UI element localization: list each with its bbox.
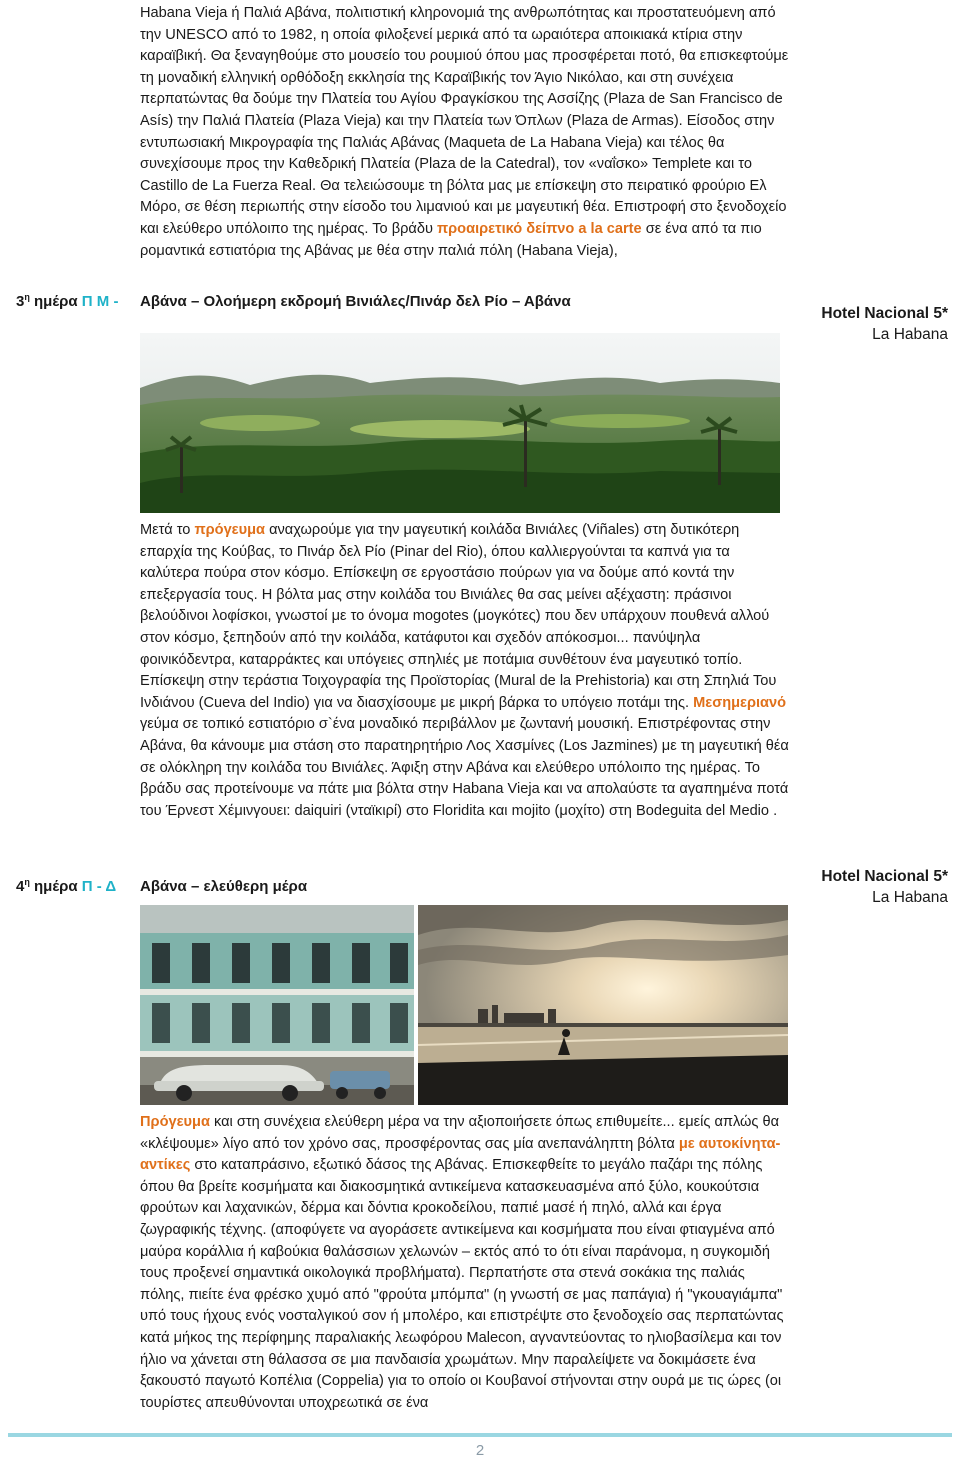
page-number: 2 bbox=[475, 1442, 485, 1459]
day4-header bbox=[16, 877, 307, 895]
day4-paragraph: Πρόγευμα και στη συνέχεια ελεύθερη μέρα να την αξιοποιήσετε όπως επιθυμείτε... εμείς απλώς θα «κλέψουμε» λίγο από τον χρόνο σας, προσφέροντας σας μία ανεπανάληπτη βόλτα με αυτοκίνητα-αντίκες στο καταπράσινο, εξωτικό δάσος της Αβάνας. Επισκεφθείτε το μεγάλο παζάρι της πόλης όπου θα βρείτε κοσμήματα και διακοσμητικά αντικείμενα κατασκευασμένα από ξύλο, κουκούτσια φρούτων και λαχανικών, δέρμα και δόντια κροκοδείλου, παπιέ μασέ ή πηλό, αλλά και έργα ζωγραφικής τέχνης. (αποφύγετε να αγοράσετε αντικείμενα και κοσμήματα που είναι φτιαγμένα από μαύρα κοράλλια ή καβούκια θαλάσσιων χελωνών – εκτός από το ότι είναι παράνομα, η συγκομιδή τους προξενεί σημαντικά οικολογικά προβλήματα). Περπατήστε στα στενά σοκάκια της παλιάς πόλης, πιείτε ένα φρέσκο χυμό από "φρούτα μπόμπα" (η γνωστή σε μας παπάγια) ή "γκουαγιάμπα" υπό τους ήχους ενός νοσταλγικού σον ή μπολέρο, και επιστρέψτε στο ξενοδοχείο σας περπατώντας κατά μήκος της περίφημης παραλιακής λεωφόρου Malecon, αγναντεύοντας το ηλιοβασίλεμα και τον ήλιο να χάνεται στη θάλασσα σε μια πανδαισία χρωμάτων. Μην παραλείψετε να δοκιμάσετε ένα ξακουστό παγωτό Κοπέλια (Coppelia) για το οποίο οι Κουβανοί στήνονται στην ουρά με τις ώρες (οι τουρίστες απευθύνονται υποχρεωτικά σε ένα bbox=[140, 1114, 784, 1411]
lunch-highlight: Μεσημεριανό bbox=[693, 694, 787, 711]
day4-hotel-name: Hotel Nacional 5* bbox=[821, 868, 948, 885]
breakfast-highlight: πρόγευμα bbox=[194, 522, 266, 538]
intro-text: Habana Vieja ή Παλιά Αβάνα, πολιτιστική κληρονομιά της ανθρωπότητας και προστατευόμενη από την UNESCO από το 1982, η οποία φιλοξενεί μερικά από τα ωραιότερα αποικιακά κτίρια στην καραϊβική. Θα ξεναγηθούμε στο μουσείο του ρουμιού όπου μας προσφέρεται ποτό, θα επισκεφτούμε τη μοναδική ελληνική ορθόδοξη εκκλησία της Καραϊβικής τον Άγιο Νικόλαο, και στη συνέχεια περπατώντας θα δούμε την Πλατεία του Αγίου Φραγκίσκου της Ασσίζης (Plaza de San Francisco de Asís) την Παλιά Πλατεία (Plaza Vieja) και την Πλατεία των Όπλων (Plaza de Armas). Είσοδος στην εντυπωσιακή Μικρογραφία της Παλιάς Αβάνας (Maqueta de La Habana Vieja) και τέλος θα συνεχίσουμε προς την Καθεδρική Πλατεία (Plaza de la Catedral), τον «ναΐσκο» Templete και το Castillo de La Fuerza Real. Θα τελειώσουμε τη βόλτα μας με επίσκεψη στο πειρατικό φρούριο Ελ Μόρο, σε θέση περιωπής στην είσοδο του λιμανιού και με μαγευτική θέα. Επιστροφή στο ξενοδοχείο και ελεύθερο υπόλοιπο της ημέρας. Το βράδυ bbox=[140, 5, 789, 237]
breakfast-highlight: Πρόγευμα bbox=[140, 1114, 210, 1130]
footer-divider bbox=[8, 1433, 952, 1437]
day3-paragraph: Μετά το πρόγευμα αναχωρούμε για την μαγευτική κοιλάδα Βινιάλες (Viñales) στη δυτικότερη επαρχία της Κούβας, το Πινάρ δελ Ρίο (Pinar del Rio), όπου καλλιεργούνται τα καπνά για τα καλύτερα πούρα στον κόσμο. Επίσκεψη σε εργοστάσιο πούρων για να δούμε από κοντά την επεξεργασία τους. Η βόλτα μας στην κοιλάδα του Βινιάλες θα σας μείνει αξέχαστη: πράσινοι βελούδινοι λοφίσκοι, γνωστοί με το όνομα mogotes (μογκότες) που δεν υπάρχουν πουθενά αλλού στον κόσμο, ξεπηδούν από την κοιλάδα, κατάφυτοι και σχεδόν απόκοσμοι... πανύψηλα φοινικόδεντρα, καταρράκτες και υπόγειες σπηλιές με ποτάμια συνθέτουν ένα μαγευτικό τοπίο. Επίσκεψη στην τεράστια Τοιχογραφία της Προϊστορίας (Mural de la Prehistoria) και στη Σπηλιά Του Ινδιάνου (Cueva del Indio) για να διασχίσουμε με μικρή βάρκα το υπόγειο ποτάμι της. Μεσημεριανό γεύμα σε τοπικό εστιατόριο σ`ένα μοναδικό περιβάλλον με ζωντανή μουσική. Επιστρέφοντας στην Αβάνα, θα κάνουμε μια στάση στο παρατηρητήριο Λος Χασμίνες (Los Jazmines) με τη μαγευτική θέα σε ολόκληρη την κοιλάδα του Βινιάλες. Άφιξη στην Αβάνα και ελεύθερο υπόλοιπο της ημέρας. Το βράδυ σας προτείνουμε να πάτε μια βόλτα στην Habana Vieja και να απολαύστε τα αγαπημένα ποτά του Έρνεστ Χέμινγουει: daiquiri (νταϊκιρί) στο Floridita και mojito (μοχίτο) στη Bodeguita del Medio . bbox=[140, 522, 789, 819]
intro-paragraph bbox=[140, 3, 790, 262]
malecon-sunset-photo bbox=[418, 905, 788, 1105]
day3-title: Αβάνα – Ολοήμερη εκδρομή Βινιάλες/Πινάρ δελ Ρίο – Αβάνα bbox=[140, 293, 571, 310]
day4-label: $4^\eta$ ημέρα Π - Δ bbox=[16, 877, 117, 895]
havana-street-photo bbox=[140, 905, 414, 1105]
day4-title: Αβάνα – ελεύθερη μέρα bbox=[140, 878, 308, 895]
day4-meals: Π - Δ bbox=[81, 878, 117, 895]
day3-hotel-city: La Habana bbox=[872, 326, 948, 343]
vinales-valley-photo bbox=[140, 333, 780, 513]
day4-hotel bbox=[821, 866, 948, 908]
intro-tail: σε ένα από τα πιο ρομαντικά εστιατόρια της Αβάνας με θέα στην παλιά πόλη (Habana Vieja), bbox=[140, 220, 762, 259]
day3-header bbox=[16, 292, 571, 310]
vintage-cars-highlight: με αυτοκίνητα-αντίκες bbox=[140, 1135, 781, 1174]
day3-meals: Π Μ - bbox=[81, 293, 119, 310]
day3-hotel-name: Hotel Nacional 5* bbox=[821, 305, 948, 322]
optional-dinner-highlight: προαιρετικό δείπνο a la carte bbox=[436, 220, 642, 237]
day4-hotel-city: La Habana bbox=[872, 889, 948, 906]
day3-hotel bbox=[821, 303, 948, 345]
day3-label: $3^\eta$ ημέρα Π Μ - bbox=[16, 292, 119, 310]
